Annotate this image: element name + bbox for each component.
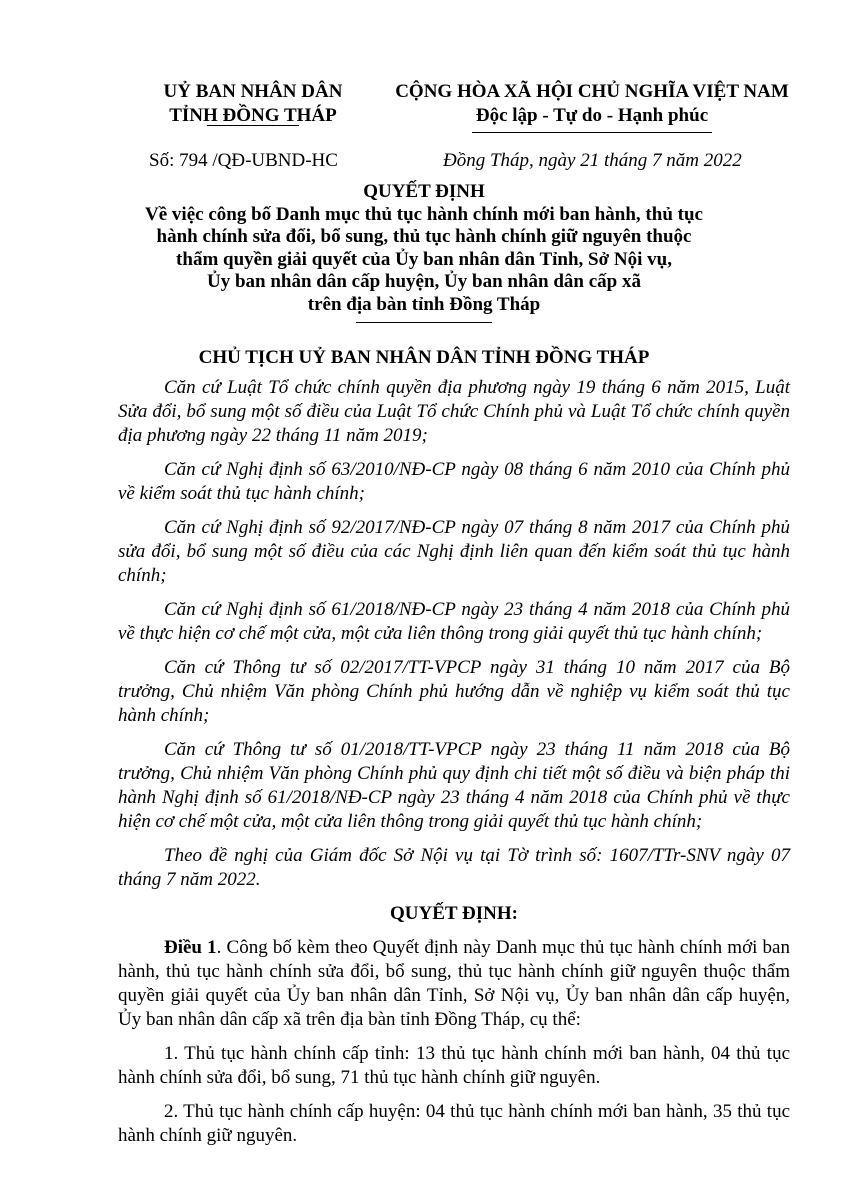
article-1-item: 1. Thủ tục hành chính cấp tỉnh: 13 thủ tục hành chính mới ban hành, 04 thủ tục hành chính sửa đổi, bổ sung, 71 thủ tục hành chính giữ nguyên. — [118, 1043, 790, 1088]
preamble-paragraph: Theo đề nghị của Giám đốc Sở Nội vụ tại Tờ trình số: 1607/TTr-SNV ngày 07 tháng 7 năm 2022. — [118, 845, 790, 890]
title-heading: QUYẾT ĐỊNH — [363, 181, 485, 202]
title-underline — [356, 322, 492, 323]
issuer-line-1: UỶ BAN NHÂN DÂN — [163, 81, 343, 102]
document-title — [100, 181, 748, 323]
document-body — [118, 376, 790, 1158]
preamble-paragraph: Căn cứ Thông tư số 01/2018/TT-VPCP ngày 23 tháng 11 năm 2018 của Bộ trưởng, Chủ nhiệm Văn phòng Chính phủ quy định chi tiết một số điều và biện pháp thi hành Nghị định số 61/2018/NĐ-CP ngày 23 tháng 4 năm 2018 của Chính phủ về thực hiện cơ chế một cửa, một cửa liên thông trong giải quyết thủ tục hành chính; — [118, 739, 790, 832]
national-header — [382, 80, 802, 133]
national-title: CỘNG HÒA XÃ HỘI CHỦ NGHĨA VIỆT NAM — [395, 81, 789, 102]
preamble-paragraph: Căn cứ Luật Tổ chức chính quyền địa phương ngày 19 tháng 6 năm 2015, Luật Sửa đổi, bổ sung một số điều của Luật Tổ chức Chính phủ và Luật Tổ chức chính quyền địa phương ngày 22 tháng 11 năm 2019; — [118, 377, 790, 446]
motto-underline — [472, 132, 712, 133]
preamble-paragraph: Căn cứ Nghị định số 92/2017/NĐ-CP ngày 07 tháng 8 năm 2017 của Chính phủ sửa đổi, bổ sung một số điều của các Nghị định liên quan đến kiểm soát thủ tục hành chính; — [118, 517, 790, 586]
chairman-heading: CHỦ TỊCH UỶ BAN NHÂN DÂN TỈNH ĐỒNG THÁP — [198, 347, 650, 368]
issuer-line-2: TỈNH ĐỒNG THÁP — [169, 105, 337, 126]
document-number: Số: 794 /QĐ-UBND-HC — [149, 150, 338, 171]
article-1 — [118, 936, 790, 1032]
preamble-paragraph: Căn cứ Nghị định số 61/2018/NĐ-CP ngày 23 tháng 4 năm 2018 của Chính phủ về thực hiện cơ chế một cửa, một cửa liên thông trong giải quyết thủ tục hành chính; — [118, 599, 790, 644]
article-1-label: Điều 1 — [164, 937, 217, 958]
title-line: Về việc công bố Danh mục thủ tục hành chính mới ban hành, thủ tục — [145, 203, 703, 225]
date-line: Đồng Tháp, ngày 21 tháng 7 năm 2022 — [443, 150, 742, 171]
national-motto: Độc lập - Tự do - Hạnh phúc — [475, 105, 709, 126]
article-1-text: . Công bố kèm theo Quyết định này Danh mục thủ tục hành chính mới ban hành, thủ tục hành chính sửa đổi, bổ sung, thủ tục hành chính giữ nguyên thuộc thẩm quyền giải quyết của Ủy ban nhân dân Tỉnh, Sở Nội vụ, Ủy ban nhân dân cấp huyện, Ủy ban nhân dân cấp xã trên địa bàn tỉnh Đồng Tháp, cụ thể: — [118, 937, 790, 1030]
issuer-header — [118, 80, 388, 126]
title-line: Ủy ban nhân dân cấp huyện, Ủy ban nhân dân cấp xã — [206, 271, 641, 292]
title-line: trên địa bàn tỉnh Đồng Tháp — [307, 293, 541, 315]
title-line: thẩm quyền giải quyết của Ủy ban nhân dân Tỉnh, Sở Nội vụ, — [176, 248, 672, 270]
article-1-item: 2. Thủ tục hành chính cấp huyện: 04 thủ tục hành chính mới ban hành, 35 thủ tục hành chính giữ nguyên. — [118, 1101, 790, 1146]
preamble-paragraph: Căn cứ Nghị định số 63/2010/NĐ-CP ngày 08 tháng 6 năm 2010 của Chính phủ về kiểm soát thủ tục hành chính; — [118, 459, 790, 504]
title-line: hành chính sửa đổi, bổ sung, thủ tục hành chính giữ nguyên thuộc — [156, 226, 692, 247]
preamble-paragraph: Căn cứ Thông tư số 02/2017/TT-VPCP ngày 31 tháng 10 năm 2017 của Bộ trưởng, Chủ nhiệm Văn phòng Chính phủ hướng dẫn về nghiệp vụ kiểm soát thủ tục hành chính; — [118, 657, 790, 726]
decision-heading: QUYẾT ĐỊNH: — [390, 903, 518, 924]
